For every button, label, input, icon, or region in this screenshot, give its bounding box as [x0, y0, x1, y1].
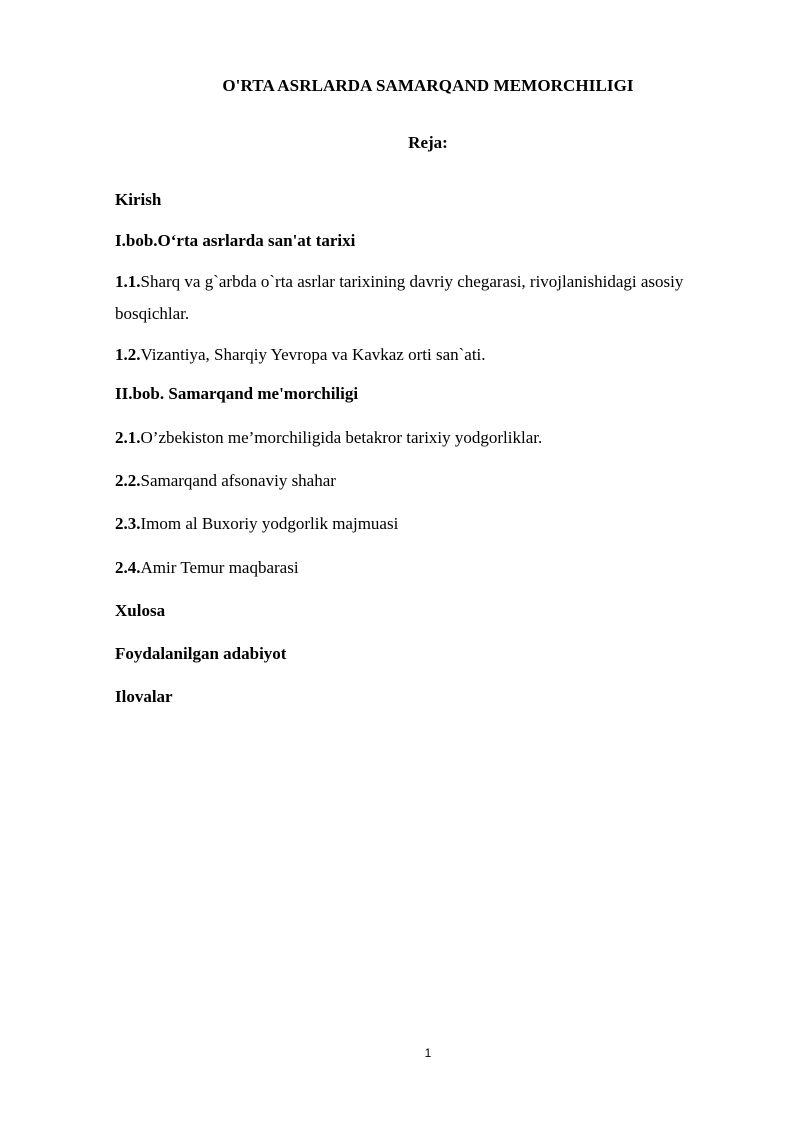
toc-entry-text: Ilovalar	[115, 687, 173, 706]
toc-entry-section-2-1	[115, 422, 755, 454]
toc-entry-text: Sharq va g`arbda o`rta asrlar tarixining davriy chegarasi, rivojlanishidagi asosiy bosqichlar.	[115, 272, 684, 323]
toc-entry-text: Samarqand afsonaviy shahar	[140, 471, 336, 490]
toc-entry-text: O’zbekiston me’morchiligida betakror tarixiy yodgorliklar.	[140, 428, 543, 447]
plan-heading: Reja:	[408, 133, 448, 152]
toc-entry-text: Kirish	[115, 190, 162, 209]
toc-entry-text: Imom al Buxoriy yodgorlik majmuasi	[140, 514, 399, 533]
toc-entry-chapter-1	[115, 225, 755, 257]
toc-entry-text: Xulosa	[115, 601, 166, 620]
toc-entry-section-1-1	[115, 266, 755, 330]
toc-entry-number: 1.1.	[115, 272, 141, 291]
toc-entry-text: Foydalanilgan adabiyot	[115, 644, 287, 663]
toc-entry-number: 1.2.	[115, 345, 141, 364]
toc-entry-text: Vizantiya, Sharqiy Yevropa va Kavkaz orti san`ati.	[140, 345, 486, 364]
document-title: O'RTA ASRLARDA SAMARQAND MEMORCHILIGI	[222, 76, 634, 95]
toc-entry-references	[115, 638, 755, 670]
toc-entry-section-2-3	[115, 508, 755, 540]
toc-entry-introduction	[115, 184, 755, 216]
toc-entry-section-2-4	[115, 552, 755, 584]
toc-entry-conclusion	[115, 595, 755, 627]
toc-entry-number: 2.4.	[115, 558, 141, 577]
toc-entry-number: 2.3.	[115, 514, 141, 533]
toc-entry-section-1-2	[115, 339, 755, 371]
toc-entry-section-2-2	[115, 465, 755, 497]
toc-entry-number: 2.1.	[115, 428, 141, 447]
toc-entry-appendices	[115, 681, 755, 713]
toc-entry-text: Amir Temur maqbarasi	[140, 558, 299, 577]
toc-entry-text: I.bob.O‘rta asrlarda san'at tarixi	[115, 231, 356, 250]
toc-entry-number: 2.2.	[115, 471, 141, 490]
toc-entry-chapter-2	[115, 378, 755, 410]
page-number: 1	[424, 1046, 432, 1060]
toc-entry-text: II.bob. Samarqand me'morchiligi	[115, 384, 359, 403]
